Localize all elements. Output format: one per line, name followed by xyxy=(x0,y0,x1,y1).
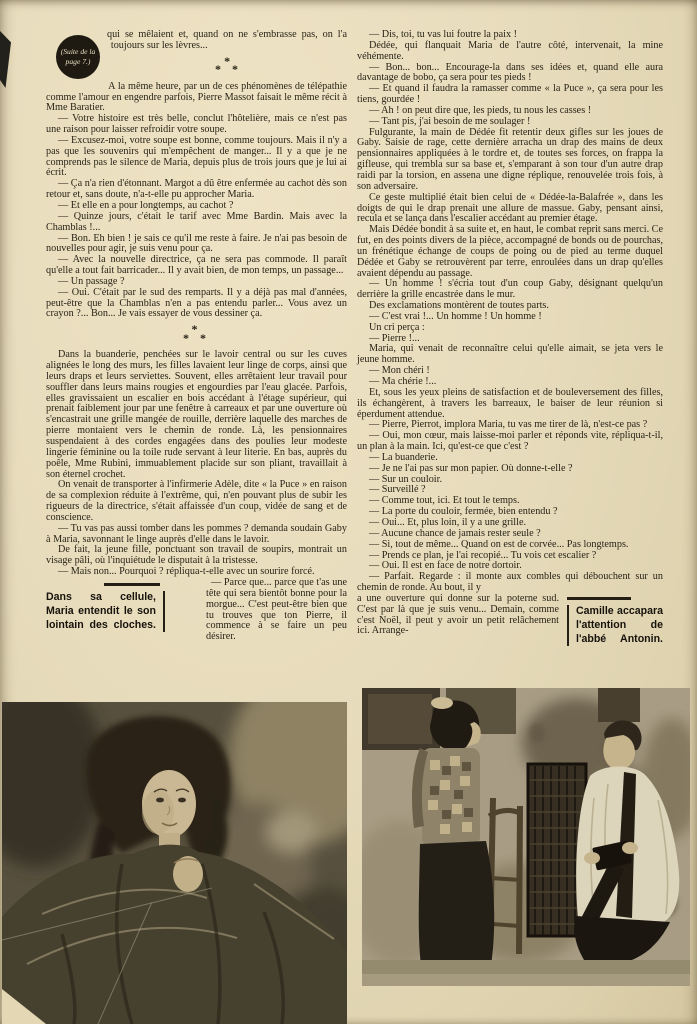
wrap-paragraph: — Parce que... parce que t'as une tête qui sera bientôt bonne pour la morgue... C'est peut-être bien que tu trouves que ton Pierre, il commence à se faire un peu désirer. xyxy=(206,576,347,643)
paragraph: — Sur un couloir. xyxy=(369,473,443,485)
paragraph: Des exclamations montèrent de toutes parts. xyxy=(369,300,549,312)
left-part1 xyxy=(46,82,347,321)
paragraph: — La porte du couloir, fermée, bien entendu ? xyxy=(369,506,558,518)
paragraph: — Votre histoire est très belle, conclut l'hôtelière, mais ce n'est pas une raison pour laisser refroidir votre soupe. xyxy=(46,113,347,136)
paragraph: — Oui. C'était par le sud des remparts. Il y a déjà pas mal d'années, peut-être que la Chamblas n'en a pas entendu parler... Vous avez un crayon ?... Bon... Je vais essayer de vous dessiner ça. xyxy=(46,286,347,320)
asterism-separator: * * * xyxy=(215,53,242,77)
continuation-badge xyxy=(56,35,100,79)
paragraph: — La buanderie. xyxy=(369,451,438,463)
paragraph: — Un homme ! s'écria tout d'un coup Gaby, désignant quelqu'un derrière la grille encastrée dans le mur. xyxy=(357,278,663,301)
paragraph: Dédée, qui flanquait Maria de l'autre côté, intervenait, la mine véhémente. xyxy=(357,39,663,62)
paragraph: Dans la buanderie, penchées sur le lavoir central ou sur les cuves alignées le long des murs, les filles lavaient leur linge de corps, ainsi que leurs draps et leurs serviettes. Souvent, elles arrêtaient leur travail pour souffler dans leurs mains rougies et engourdies par l'eau glacée. Parfois, elles gravissaient un escalier en bois accédant à l'étage supérieur, qui prenait faiblement jour par une fenêtre à carreaux et par une ouverture où s'encastrait une grille mangée de rouille, derrière laquelle des marches de pierre montaient vers le chemin de ronde. Là, les pensionnaires suspendaient à des cordes engagées dans des poulies leur modeste lingerie féminine ou la toile rude servant à leur literie. En bas, auprès du poêle, Mme Rubini, immuablement placide sur son pliant, travaillait à son éternel crochet. xyxy=(46,349,347,480)
caption-top-rule xyxy=(567,597,631,601)
paragraph: — Excusez-moi, votre soupe est bonne, comme toujours. Mais il n'y a pas que les souvenirs qui m'empêchent de manger... Il y a que je ne comprends pas le silence de Maria, depuis plus de trois jours que je lui ai écrit. xyxy=(46,134,347,179)
paragraph: — Surveillé ? xyxy=(369,484,426,496)
paragraph: — Et elle en a pour longtemps, au cachot ? xyxy=(58,199,234,211)
final-paragraph-rest: a une ouverture qui donne sur la poterne sud. C'est par là que je suis venu... Demain, comme c'est Noël, il peut y avoir un petit relâchement ici. Arrange- xyxy=(357,592,559,637)
paragraph: — Je ne l'ai pas sur mon papier. Où donne-t-elle ? xyxy=(369,462,573,474)
paragraph: — Si, tout de même... Quand on est de corvée... Pas longtemps. xyxy=(369,538,629,550)
paragraph: — Oui, mon cœur, mais laisse-moi parler et réponds vite, répliqua-t-il, un plan à la main. Ici, qu'est-ce que c'est ? xyxy=(357,430,663,453)
right-paragraphs xyxy=(357,30,663,572)
paragraph: — Aucune chance de jamais rester seule ? xyxy=(369,527,541,539)
photo-camille-and-abbe xyxy=(362,688,690,986)
paragraph: — Oui... Et, plus loin, il y a une grille. xyxy=(369,516,527,528)
asterism-separator: * * * xyxy=(183,322,210,345)
scan-edge-artifact xyxy=(0,31,11,88)
paragraph: — Quinze jours, c'était le tarif avec Mme Bardin. Mais avec la Chamblas !... xyxy=(46,210,347,233)
paragraph: — Pierre !... xyxy=(369,332,420,344)
paragraph: — Bon... bon... Encourage-la dans ses idées et, quand elle aura davantage de bobo, ça sera pour tes pieds ! xyxy=(357,61,663,84)
paragraph: A la même heure, par un de ces phénomènes de télépathie comme l'amour en engendre parfois, Pierre Massot faisait le même récit à Mme Baratier. xyxy=(46,80,347,114)
paragraph: — Oui. Il est en face de notre dortoir. xyxy=(369,560,522,572)
paragraph: — Tant pis, j'ai besoin de me soulager ! xyxy=(369,115,531,127)
paragraph: — Comme tout, ici. Et tout le temps. xyxy=(369,495,520,507)
caption-box-left xyxy=(46,583,198,632)
paragraph: — Ah ! on peut dire que, les pieds, tu nous les casses ! xyxy=(369,104,592,116)
photo-caption-maria: Dans sa cellule, Maria entendit le son lointain des cloches. xyxy=(46,591,165,632)
paragraph: — Ma chérie !... xyxy=(369,376,437,387)
paragraph: — Prends ce plan, je l'ai recopié... Tu vois cet escalier ? xyxy=(369,549,597,561)
paragraph: Ce geste multiplié était bien celui de « Dédée-la-Balafrée », dans les doigts de qui le drap prenait une allure de massue. Gaby, pensant ainsi, recula et se lança dans l'escalier accédant au premier étage. xyxy=(357,191,663,225)
maria-photo-image xyxy=(2,702,347,1024)
paragraph: Un cri perça : xyxy=(369,321,425,333)
left-column xyxy=(46,30,347,643)
paragraph: — Tu vas pas aussi tomber dans les pommes ? demanda soudain Gaby à Maria, savonnant le linge auprès d'elle dans le lavoir. xyxy=(46,522,347,545)
photo-caption-camille: Camille accapara l'attention de l'abbé Antonin. xyxy=(567,605,663,646)
paragraph: De fait, la jeune fille, ponctuant son travail de soupirs, montrait un visage pâli, où l'inquiétude le disputait à la tristesse. xyxy=(46,544,347,567)
opening-paragraph: qui se mêlaient et, quand on ne s'embrasse pas, on l'a toujours sur les lèvres... xyxy=(106,29,347,51)
paragraph: — Et quand il faudra la ramasser comme « la Puce », ça sera pour les tiens, gourdée ! xyxy=(357,83,663,106)
continuation-badge-label: (Suite de la page 7.) xyxy=(60,47,96,66)
caption-top-rule xyxy=(104,583,160,587)
paragraph: — Ça n'a rien d'étonnant. Margot a dû être enfermée au cachot dès son retour et, sans doute, n'a-t-elle pu approcher Maria. xyxy=(46,178,347,201)
paragraph: — Un passage ? xyxy=(58,275,125,287)
paragraph: Mais Dédée bondit à sa suite et, en haut, le combat reprit sans merci. Ce fut, en des points divers de la pièce, accompagné de bonds ou de pourchas, un frénétique échange de coups de poing ou de pied au terme duquel Dédée et Gaby se retrouvèrent par terre, enroulées dans un drap qu'elles avaient dépendu au passage. xyxy=(357,224,663,279)
left-part2 xyxy=(46,350,347,578)
paragraph: — Avec la nouvelle directrice, ça ne sera pas commode. Il paraît qu'elle a tout fait barricader... Il y avait bien, de mon temps, un passage... xyxy=(46,254,347,277)
paragraph: Fulgurante, la main de Dédée fit retentir deux gifles sur les joues de Gaby. Saisie de rage, cette dernière arracha un drap des mains de deux pensionnaires appliquées à le tordre et, de toutes ses forces, on frappa la gifleuse, qui trembla sur sa base et, s'emparant à son tour d'un autre drap raidi par la torsion, en assena une digne réplique, renouvelée trois fois, à son adversaire. xyxy=(357,126,663,192)
right-column xyxy=(357,30,663,648)
paragraph: — Pierre, Pierrot, implora Maria, tu vas me tirer de là, n'est-ce pas ? xyxy=(369,419,648,431)
paragraph: — Mon chéri ! xyxy=(369,365,430,377)
camille-abbe-photo-image xyxy=(362,688,690,986)
paragraph: — Bon. Eh bien ! je sais ce qu'il me reste à faire. Je n'ai pas besoin de nouvelles pour agir, je suis venu pour ça. xyxy=(46,232,347,255)
paragraph: On venait de transporter à l'infirmerie Adèle, dite « la Puce » en raison de sa complexion réduite à l'extrême, qui, n'en pouvant plus de subir les rigueurs de la directrice, s'était affaissée d'un coup, vidée de sang et de conscience. xyxy=(46,479,347,523)
photo-maria-in-cell xyxy=(2,702,347,1024)
paragraph: — Dis, toi, tu vas lui foutre la paix ! xyxy=(369,29,517,40)
paragraph: — Mais non... Pourquoi ? répliqua-t-elle avec un sourire forcé. xyxy=(58,566,315,578)
paragraph: Maria, qui venait de reconnaître celui qu'elle aimait, se jeta vers le jeune homme. xyxy=(357,343,663,366)
caption-box-right xyxy=(567,597,663,646)
paragraph: — C'est vrai !... Un homme ! Un homme ! xyxy=(369,310,542,322)
paragraph: Et, sous les yeux pleins de satisfaction et de bouleversement des filles, ils échangèrent, à travers les barreaux, le baiser de leur réunion si éperdument attendue. xyxy=(357,386,663,420)
final-paragraph-lead: — Parfait. Regarde : il monte aux combles qui débouchent sur un chemin de ronde. Au bout, il y xyxy=(357,571,663,594)
